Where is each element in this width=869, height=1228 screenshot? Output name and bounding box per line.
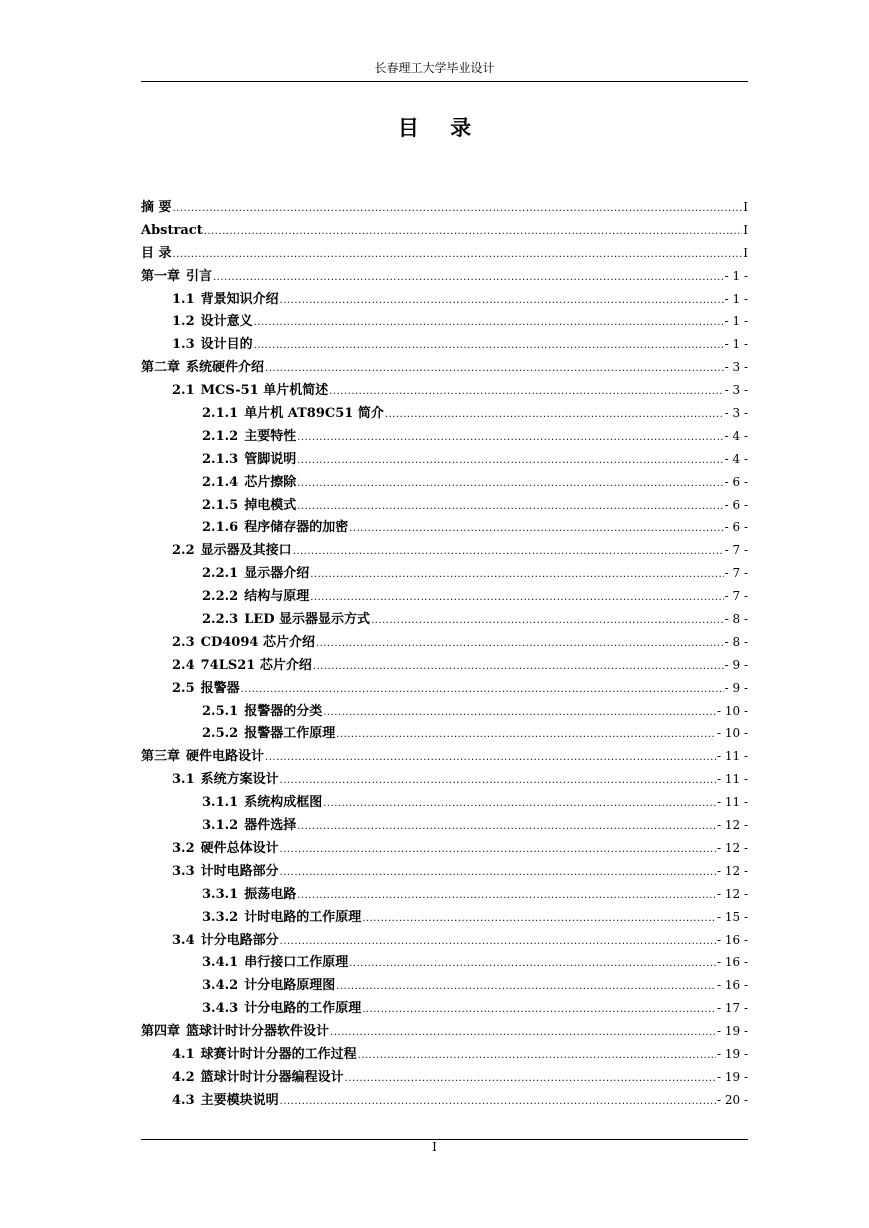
toc-entry-page: - 1 - [724, 268, 748, 283]
dot-leader [280, 931, 716, 954]
toc-entry-label: Abstract [141, 222, 203, 238]
toc-entry[interactable] [141, 333, 748, 356]
toc-entry[interactable] [141, 837, 748, 860]
toc-entry[interactable] [141, 722, 748, 745]
toc-entry-label: 计分电路部分 [200, 932, 279, 948]
dot-leader [362, 999, 716, 1022]
toc-entry-number: 1.1 [172, 291, 195, 307]
toc-entry-page: - 11 - [716, 772, 748, 787]
toc-entry-page: - 19 - [716, 1046, 748, 1061]
dot-leader [349, 953, 716, 976]
toc-entry-page: - 16 - [716, 932, 748, 947]
toc-entry-number: 2.2.1 [202, 566, 239, 582]
toc-entry-number: 3.3 [172, 863, 195, 879]
toc-entry-label: 主要特性 [244, 428, 297, 444]
toc-entry-page: - 9 - [724, 657, 748, 672]
dot-leader [204, 221, 743, 244]
toc-entry-label: 单片机 AT89C51 简介 [244, 406, 384, 422]
toc-entry-label: 主要模块说明 [200, 1092, 279, 1108]
toc-entry-label: MCS-51 单片机简述 [200, 383, 329, 399]
toc-entry-label: 系统硬件介绍 [186, 360, 265, 376]
toc-entry-number: 2.2.3 [202, 612, 239, 628]
toc-entry-number: 3.3.1 [202, 886, 239, 902]
dot-leader [329, 381, 723, 404]
toc-entry-label: 球赛计时计分器的工作过程 [200, 1046, 357, 1062]
toc-entry-number: 3.2 [172, 840, 195, 856]
toc-entry-label: 振荡电路 [244, 886, 297, 902]
toc-entry-label: 管脚说明 [244, 451, 297, 467]
toc-entry-number: 2.5.2 [202, 726, 239, 742]
dot-leader [310, 564, 723, 587]
toc-entry-label: 目 录 [141, 245, 172, 261]
toc-entry-label: 计分电路的工作原理 [244, 1001, 362, 1017]
toc-entry-page: - 10 - [716, 703, 748, 718]
toc-entry[interactable] [141, 402, 748, 425]
toc-entry-number: 4.2 [172, 1069, 195, 1085]
toc-entry-label: CD4094 芯片介绍 [200, 634, 315, 650]
dot-leader [297, 473, 723, 496]
page-header: 长春理工大学毕业设计 [374, 61, 495, 75]
toc-entry-number: 第三章 [141, 749, 181, 765]
dot-leader [173, 198, 743, 221]
toc-entry-label: 引言 [186, 268, 213, 284]
toc-entry[interactable] [141, 539, 748, 562]
toc-entry-page: - 6 - [724, 497, 748, 512]
toc-entry-label: 74LS21 芯片介绍 [200, 657, 312, 673]
toc-entry[interactable] [141, 791, 748, 814]
dot-leader [265, 747, 716, 770]
toc-entry-label: 设计目的 [200, 337, 253, 353]
table-of-contents [141, 196, 748, 1112]
toc-entry-number: 3.1.1 [202, 795, 239, 811]
toc-entry-number: 3.3.2 [202, 909, 239, 925]
dot-leader [323, 702, 716, 725]
dot-leader [349, 518, 723, 541]
toc-entry-page: - 12 - [716, 818, 748, 833]
dot-leader [241, 679, 724, 702]
toc-entry[interactable] [141, 677, 748, 700]
toc-entry-page: - 15 - [716, 909, 748, 924]
dot-leader [330, 1022, 716, 1045]
toc-entry[interactable] [141, 265, 748, 288]
toc-entry-page: I [743, 245, 748, 260]
toc-entry[interactable] [141, 997, 748, 1020]
toc-entry-number: 2.1 [172, 383, 195, 399]
dot-leader [345, 1068, 716, 1091]
toc-entry[interactable] [141, 951, 748, 974]
toc-entry-label: 显示器介绍 [244, 566, 310, 582]
toc-entry-page: - 11 - [716, 795, 748, 810]
toc-entry-number: 2.4 [172, 657, 195, 673]
toc-entry[interactable] [141, 654, 748, 677]
toc-entry-label: 串行接口工作原理 [244, 955, 349, 971]
page-number: I [432, 1140, 437, 1154]
toc-entry-number: 3.4 [172, 932, 195, 948]
toc-entry-label: 篮球计时计分器软件设计 [186, 1024, 330, 1040]
dot-leader [280, 1091, 716, 1114]
toc-entry-page: - 12 - [716, 863, 748, 878]
toc-entry[interactable] [141, 425, 748, 448]
toc-entry-page: - 19 - [716, 1024, 748, 1039]
toc-entry[interactable] [141, 562, 748, 585]
toc-entry-page: - 8 - [724, 634, 748, 649]
toc-entry-number: 第一章 [141, 268, 181, 284]
dot-leader [362, 908, 716, 931]
toc-entry-page: - 7 - [724, 543, 748, 558]
dot-leader [254, 335, 724, 358]
toc-entry-number: 第二章 [141, 360, 181, 376]
dot-leader [297, 885, 716, 908]
toc-entry-page: - 9 - [724, 680, 748, 695]
toc-entry-page: - 6 - [724, 474, 748, 489]
dot-leader [323, 793, 716, 816]
toc-entry-page: - 1 - [724, 314, 748, 329]
toc-entry-number: 1.3 [172, 337, 195, 353]
toc-entry-label: 报警器 [200, 680, 240, 696]
dot-leader [371, 610, 724, 633]
dot-leader [280, 770, 716, 793]
toc-entry-label: 掉电模式 [244, 497, 297, 513]
toc-entry-label: 计时电路部分 [200, 863, 279, 879]
toc-entry-number: 2.1.3 [202, 451, 239, 467]
toc-entry-page: - 4 - [724, 428, 748, 443]
toc-entry-page: - 3 - [724, 383, 748, 398]
toc-entry-label: 报警器工作原理 [244, 726, 336, 742]
toc-entry[interactable] [141, 356, 748, 379]
toc-entry-number: 2.1.2 [202, 428, 239, 444]
dot-leader [336, 724, 716, 747]
dot-leader [297, 450, 723, 473]
toc-entry-number: 2.2 [172, 543, 195, 559]
dot-leader [280, 290, 724, 313]
toc-entry-page: - 10 - [716, 726, 748, 741]
toc-entry-label: 硬件电路设计 [186, 749, 265, 765]
toc-entry[interactable] [141, 974, 748, 997]
toc-entry[interactable] [141, 929, 748, 952]
dot-leader [297, 427, 723, 450]
toc-entry[interactable] [141, 379, 748, 402]
dot-leader [280, 862, 716, 885]
page-title: 目 录 [397, 115, 484, 140]
toc-entry[interactable] [141, 1066, 748, 1089]
toc-entry[interactable] [141, 310, 748, 333]
dot-leader [293, 541, 724, 564]
toc-entry-number: 2.5 [172, 680, 195, 696]
dot-leader [265, 358, 724, 381]
toc-entry[interactable] [141, 631, 748, 654]
toc-entry[interactable] [141, 448, 748, 471]
toc-entry-page: - 12 - [716, 886, 748, 901]
toc-entry[interactable] [141, 288, 748, 311]
toc-entry-page: - 20 - [716, 1092, 748, 1107]
dot-leader [297, 816, 716, 839]
toc-entry[interactable] [141, 196, 748, 219]
toc-entry[interactable] [141, 1043, 748, 1066]
toc-entry-label: 报警器的分类 [244, 703, 323, 719]
toc-entry[interactable] [141, 219, 748, 242]
toc-entry-number: 2.1.1 [202, 406, 239, 422]
toc-entry-label: 结构与原理 [244, 589, 310, 605]
toc-entry-number: 2.1.5 [202, 497, 239, 513]
toc-entry-number: 4.1 [172, 1046, 195, 1062]
toc-entry[interactable] [141, 516, 748, 539]
toc-entry-label: 显示器及其接口 [200, 543, 292, 559]
toc-entry-page: - 4 - [724, 451, 748, 466]
dot-leader [213, 267, 724, 290]
toc-entry[interactable] [141, 700, 748, 723]
dot-leader [358, 1045, 716, 1068]
toc-entry-page: - 11 - [716, 749, 748, 764]
toc-entry-page: - 7 - [724, 589, 748, 604]
toc-entry-page: - 16 - [716, 978, 748, 993]
toc-entry-number: 3.4.1 [202, 955, 239, 971]
toc-entry-number: 3.1 [172, 772, 195, 788]
dot-leader [173, 244, 743, 267]
header-rule [141, 81, 748, 82]
toc-entry-label: 芯片擦除 [244, 474, 297, 490]
toc-entry-page: I [743, 222, 748, 237]
toc-entry-page: - 12 - [716, 840, 748, 855]
toc-entry[interactable] [141, 906, 748, 929]
toc-entry[interactable] [141, 768, 748, 791]
dot-leader [336, 976, 716, 999]
dot-leader [310, 587, 723, 610]
toc-entry-number: 2.2.2 [202, 589, 239, 605]
toc-entry[interactable] [141, 494, 748, 517]
toc-entry-number: 2.3 [172, 634, 195, 650]
toc-entry-number: 2.1.4 [202, 474, 239, 490]
toc-entry-number: 第四章 [141, 1024, 181, 1040]
toc-entry-label: 器件选择 [244, 818, 297, 834]
toc-entry[interactable] [141, 471, 748, 494]
toc-entry-number: 1.2 [172, 314, 195, 330]
dot-leader [316, 633, 724, 656]
dot-leader [297, 496, 723, 519]
toc-entry-label: 计分电路原理图 [244, 978, 336, 994]
dot-leader [313, 656, 724, 679]
toc-entry-page: - 3 - [724, 360, 748, 375]
toc-entry[interactable] [141, 242, 748, 265]
toc-entry-page: - 7 - [724, 566, 748, 581]
dot-leader [385, 404, 724, 427]
toc-entry-number: 2.5.1 [202, 703, 239, 719]
toc-entry-number: 3.4.3 [202, 1001, 239, 1017]
toc-entry[interactable] [141, 814, 748, 837]
toc-entry-label: 摘 要 [141, 200, 172, 215]
toc-entry-label: 计时电路的工作原理 [244, 909, 362, 925]
toc-entry-number: 3.4.2 [202, 978, 239, 994]
toc-entry-page: - 16 - [716, 955, 748, 970]
toc-entry[interactable] [141, 745, 748, 768]
toc-entry-label: 篮球计时计分器编程设计 [200, 1069, 344, 1085]
toc-entry[interactable] [141, 883, 748, 906]
toc-entry-number: 3.1.2 [202, 818, 239, 834]
toc-entry-page: - 17 - [716, 1001, 748, 1016]
toc-entry-label: LED 显示器显示方式 [244, 612, 371, 628]
dot-leader [280, 839, 716, 862]
toc-entry-page: - 3 - [724, 406, 748, 421]
toc-entry[interactable] [141, 1089, 748, 1112]
dot-leader [254, 312, 724, 335]
toc-entry[interactable] [141, 860, 748, 883]
toc-entry-number: 2.1.6 [202, 520, 239, 536]
toc-entry-label: 系统方案设计 [200, 772, 279, 788]
toc-entry-page: - 1 - [724, 337, 748, 352]
toc-entry-page: - 6 - [724, 520, 748, 535]
toc-entry[interactable] [141, 608, 748, 631]
toc-entry-page: I [743, 200, 748, 214]
toc-entry[interactable] [141, 585, 748, 608]
toc-entry-page: - 1 - [724, 291, 748, 306]
toc-entry-label: 设计意义 [200, 314, 253, 330]
toc-entry-page: - 8 - [724, 612, 748, 627]
toc-entry-label: 背景知识介绍 [200, 291, 279, 307]
toc-entry[interactable] [141, 1020, 748, 1043]
toc-entry-label: 系统构成框图 [244, 795, 323, 811]
toc-entry-label: 程序储存器的加密 [244, 520, 349, 536]
toc-entry-number: 4.3 [172, 1092, 195, 1108]
toc-entry-page: - 19 - [716, 1069, 748, 1084]
toc-entry-label: 硬件总体设计 [200, 840, 279, 856]
